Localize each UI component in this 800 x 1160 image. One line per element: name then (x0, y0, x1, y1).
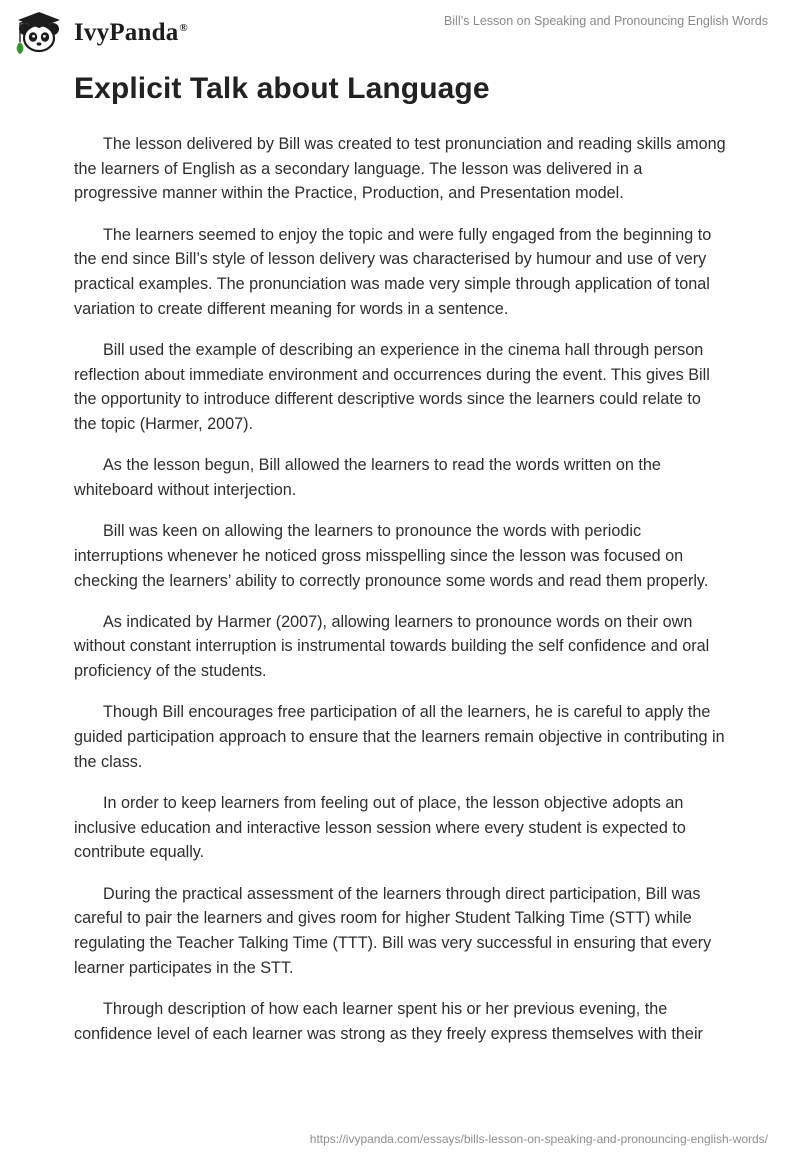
panda-graduation-cap-icon (14, 9, 68, 55)
article-body (74, 132, 726, 1063)
registered-mark: ® (179, 21, 188, 34)
running-title: Bill’s Lesson on Speaking and Pronouncing English Words (443, 14, 768, 28)
section-heading: Explicit Talk about Language (74, 72, 490, 105)
page-header (0, 0, 800, 60)
paragraph: As indicated by Harmer (2007), allowing learners to pronounce words on their own without constant interruption is instrumental towards building the self confidence and oral proficiency of the students. (74, 612, 710, 681)
paragraph: Bill was keen on allowing the learners to pronounce the words with periodic interruptions whenever he noticed gross misspelling since the lesson was focused on checking the learners’ ability to correctly pronounce some words and read them properly. (74, 522, 709, 590)
source-url-link[interactable]: https://ivypanda.com/essays/bills-lesson-on-speaking-and-pronouncing-english-words/ (309, 1132, 768, 1146)
paragraph: The lesson delivered by Bill was created to test pronunciation and reading skills among the learners of English as a secondary language. The lesson was delivered in a progressive manner within the Practice, Production, and Presentation model. (74, 135, 726, 203)
paragraph: In order to keep learners from feeling out of place, the lesson objective adopts an inclusive education and interactive lesson session where every student is expected to contribute equally. (74, 793, 686, 862)
paragraph: Though Bill encourages free participation of all the learners, he is careful to apply the guided participation approach to ensure that the learners remain objective in contributing in the class. (74, 703, 725, 771)
paragraph: Bill used the example of describing an experience in the cinema hall through person reflection about immediate environment and occurrences during the event. This gives Bill the opportunity to introduce different descriptive words since the learners could relate to the topic (Harmer, 2007). (74, 340, 710, 434)
paragraph: As the lesson begun, Bill allowed the learners to read the words written on the whiteboard without interjection. (74, 456, 661, 499)
paragraph: During the practical assessment of the learners through direct participation, Bill was careful to pair the learners and gives room for higher Student Talking Time (STT) while regulating the Teacher Talking Time (TTT). Bill was very successful in ensuring that every learner participates in the STT. (74, 884, 712, 977)
paragraph: Through description of how each learner spent his or her previous evening, the confidence level of each learner was strong as they freely express themselves with their (74, 999, 703, 1043)
brand-name (74, 19, 188, 47)
brand-text: IvyPanda (74, 19, 179, 46)
paragraph: The learners seemed to enjoy the topic and were fully engaged from the beginning to the end since Bill’s style of lesson delivery was characterised by humour and use of very practical examples. The pronunciation was made very simple through application of tonal variation to create different meaning for words in a sentence. (74, 225, 712, 318)
ivypanda-logo[interactable] (14, 9, 188, 55)
